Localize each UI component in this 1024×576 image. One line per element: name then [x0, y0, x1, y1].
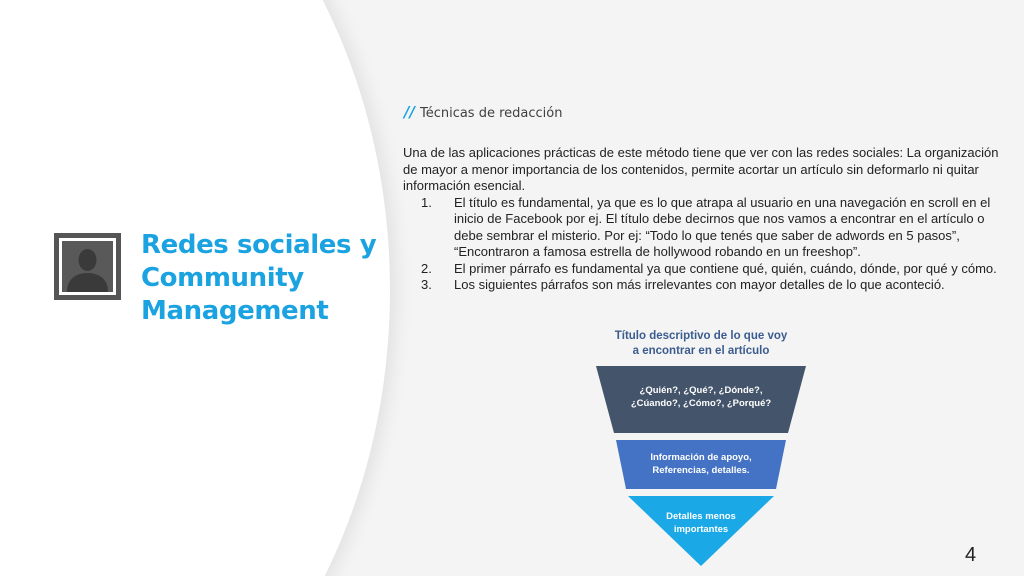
user-silhouette-graphic — [59, 238, 116, 295]
pyramid-level-2-label — [596, 452, 806, 477]
section-title — [404, 103, 562, 121]
slide-title — [141, 229, 381, 328]
slide-title-line-1: Redes sociales y — [141, 230, 377, 260]
list-item — [403, 261, 1013, 278]
list-item — [403, 277, 1013, 294]
slide-title-line-2: Community — [141, 263, 304, 293]
pyramid-heading-line-2: a encontrar en el artículo — [632, 345, 770, 357]
list-text: El título es fundamental, ya que es lo que atrapa al usuario en una navegación en scroll en el inicio de Facebook por ej. El título debe decirnos que nos vamos a encontrar en el artículo o debe sembrar el misterio. Por ej: “Todo lo que tenés que saber de adwords en 5 pasos”, “Encontraron a famosa estrella de hollywood robando en un freeshop”. — [454, 194, 991, 259]
pyramid-level-1-line-1: ¿Quién?, ¿Qué?, ¿Dónde?, — [639, 385, 763, 396]
list-number: 2. — [421, 260, 432, 276]
pyramid-level-3-line-1: Detalles menos — [666, 511, 736, 522]
section-slashes: // — [404, 103, 415, 121]
pyramid-level-3-line-2: importantes — [673, 523, 729, 535]
intro-paragraph: Una de las aplicaciones prácticas de este método tiene que ver con las redes sociales: La organización de mayor a menor importancia de los contenidos, permite acortar un artículo sin deformarlo ni quitar información esencial. — [403, 145, 999, 193]
user-silhouette-icon — [54, 233, 121, 300]
pyramid-heading — [596, 329, 806, 359]
pyramid-level-3-label — [596, 511, 806, 536]
list-number: 3. — [421, 277, 432, 292]
list-text: El primer párrafo es fundamental ya que contiene qué, quién, cuándo, dónde, por qué y cómo. — [454, 260, 997, 276]
pyramid-level-2-line-1: Información de apoyo, — [650, 452, 752, 463]
page-number: 4 — [965, 544, 977, 566]
section-label: Técnicas de redacción — [419, 106, 563, 121]
slide-title-line-3: Management — [141, 296, 329, 326]
pyramid-level-2-line-2: Referencias, detalles. — [652, 464, 750, 476]
list-number: 1. — [421, 194, 432, 210]
list-text: Los siguientes párrafos son más irrelevantes con mayor detalles de lo que aconteció. — [454, 277, 945, 292]
pyramid-level-1-line-2: ¿Cúando?, ¿Cómo?, ¿Porqué? — [630, 397, 772, 409]
numbered-list — [403, 195, 1013, 294]
body-text — [403, 145, 1013, 294]
pyramid-level-1-label — [596, 385, 806, 410]
inverted-pyramid — [596, 366, 806, 566]
list-item — [403, 195, 1013, 261]
pyramid-heading-line-1: Título descriptivo de lo que voy — [614, 330, 788, 342]
